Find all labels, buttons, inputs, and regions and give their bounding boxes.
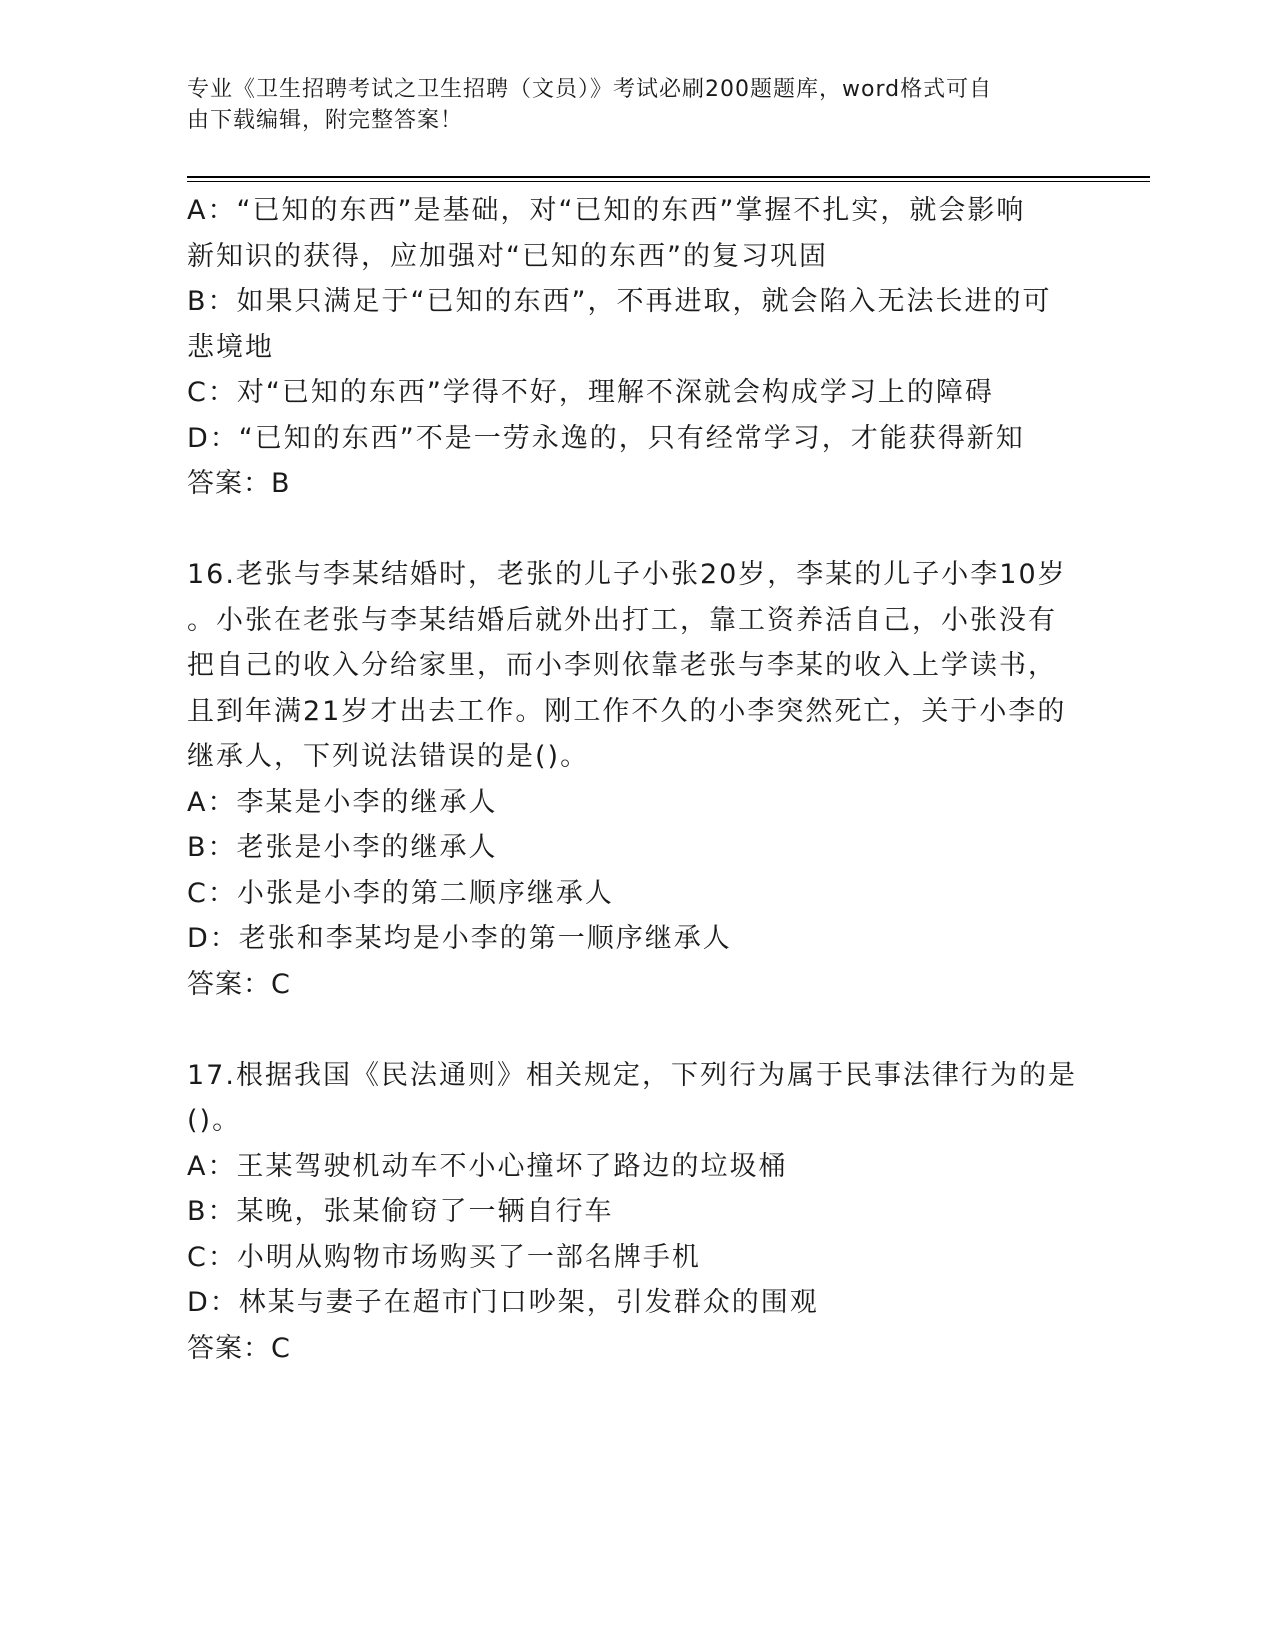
question-stem-line: 继承人，下列说法错误的是()。 [187,741,590,772]
answer-line: 答案：B [187,468,291,499]
question-16 [187,552,1087,1007]
document-header [187,74,1087,136]
option-c: C：小张是小李的第二顺序继承人 [187,877,614,909]
spacer [187,507,1087,553]
question-17 [187,1053,1087,1372]
option-a-line-2: 新知识的获得，应加强对“已知的东西”的复习巩固 [187,240,828,272]
question-15-continued [187,188,1087,507]
option-a: A：王某驾驶机动车不小心撞坏了路边的垃圾桶 [187,1150,788,1182]
option-b: B：老张是小李的继承人 [187,832,498,863]
question-content [187,188,1087,1371]
question-stem-line: 17.根据我国《民法通则》相关规定，下列行为属于民事法律行为的是 [187,1059,1077,1091]
question-stem-line: 把自己的收入分给家里，而小李则依靠老张与李某的收入上学读书， [187,650,1057,681]
question-stem-line: 且到年满21岁才出去工作。刚工作不久的小李突然死亡，关于小李的 [187,695,1067,727]
header-divider-thick [187,176,1150,178]
option-d: D：“已知的东西”不是一劳永逸的，只有经常学习，才能获得新知 [187,422,1025,454]
option-b-line-2: 悲境地 [187,331,274,363]
answer-line: 答案：C [187,1332,291,1364]
question-stem-line: ()。 [187,1105,242,1136]
option-a: A：李某是小李的继承人 [187,786,498,818]
option-b: B：某晚，张某偷窃了一辆自行车 [187,1196,614,1227]
header-line-1: 专业《卫生招聘考试之卫生招聘（文员）》考试必刷200题题库，word格式可自 [187,77,993,102]
spacer [187,1007,1087,1053]
option-d: D：老张和李某均是小李的第一顺序继承人 [187,923,732,954]
option-c: C：对“已知的东西”学得不好，理解不深就会构成学习上的障碍 [187,377,994,408]
answer-line: 答案：C [187,968,291,1000]
option-a-line-1: A：“已知的东西”是基础，对“已知的东西”掌握不扎实，就会影响 [187,195,1026,226]
question-stem-line: 16.老张与李某结婚时，老张的儿子小张20岁，李某的儿子小李10岁 [187,559,1067,590]
option-b-line-1: B：如果只满足于“已知的东西”，不再进取，就会陷入无法长进的可 [187,286,1052,317]
header-line-2: 由下载编辑，附完整答案！ [187,108,464,133]
option-c: C：小明从购物市场购买了一部名牌手机 [187,1241,701,1273]
option-d: D：林某与妻子在超市门口吵架，引发群众的围观 [187,1287,819,1318]
header-divider-thin [187,181,1150,182]
question-stem-line: 。小张在老张与李某结婚后就外出打工，靠工资养活自己，小张没有 [187,604,1057,636]
